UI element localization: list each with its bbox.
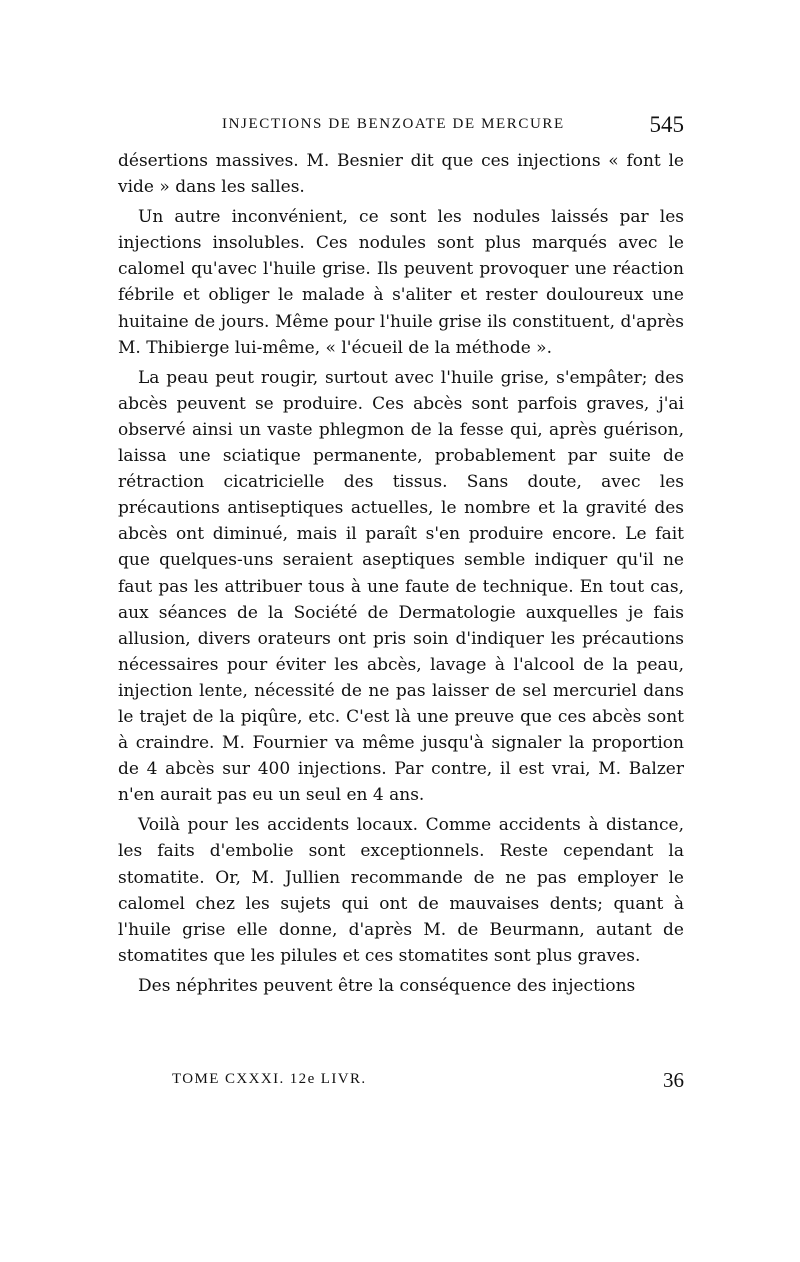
paragraph-nephrites: Des néphrites peuvent être la conséquence des injections [138,975,636,996]
paragraph-accidents: Voilà pour les accidents locaux. Comme accidents à distance, les faits d'embolie sont exceptionnels. Reste cependant la stomatite. Or, M. Jullien recommande de ne pas employer le calomel chez les sujets qui ont de mauvaises dents; quant à l'huile grise elle donne, d'après M. de Beurmann, autant de stomatites que les pilules et ces stomatites sont plus graves. [118,815,684,966]
footer-signature: TOME CXXXI. 12e LIVR. [172,1071,367,1087]
page-footer [172,1068,684,1096]
running-head [118,112,684,142]
paragraph-nodules: Un autre inconvénient, ce sont les nodules laissés par les injections insolubles. Ces nodules sont plus marqués avec le calomel qu'avec l'huile grise. Ils peuvent provoquer une réaction fébrile et obliger le malade à s'aliter et rester douloureux une huitaine de jours. Même pour l'huile grise ils constituent, d'après M. Thibierge lui-même, « l'écueil de la méthode ». [118,207,684,358]
running-title: INJECTIONS DE BENZOATE DE MERCURE [222,116,565,132]
paragraph-abces: La peau peut rougir, surtout avec l'huile grise, s'empâter; des abcès peuvent se produire. Ces abcès sont parfois graves, j'ai observé ainsi un vaste phlegmon de la fesse qui, après guérison, laissa une sciatique permanente, probablement par suite de rétraction cicatricielle des tissus. Sans doute, avec les précautions antiseptiques actuelles, le nombre et la gravité des abcès ont diminué, mais il paraît s'en produire encore. Le fait que quelques-uns seraient aseptiques semble indiquer qu'il ne faut pas les attribuer tous à une faute de technique. En tout cas, aux séances de la Société de Dermatologie auxquelles je fais allusion, divers orateurs ont pris soin d'indiquer les précautions nécessaires pour éviter les abcès, lavage à l'alcool de la peau, injection lente, nécessité de ne pas laisser de sel mercuriel dans le trajet de la piqûre, etc. C'est là une preuve que ces abcès sont à craindre. M. Fournier va même jusqu'à signaler la proportion de 4 abcès sur 400 injections. Par contre, il est vrai, M. Balzer n'en aurait pas eu un seul en 4 ans. [118,367,684,806]
paragraph-continuation: désertions massives. M. Besnier dit que ces injections « font le vide » dans les salles. [118,151,684,198]
body-text [118,148,684,1003]
page-number: 545 [649,112,684,137]
footer-sheet-number: 36 [663,1068,684,1092]
